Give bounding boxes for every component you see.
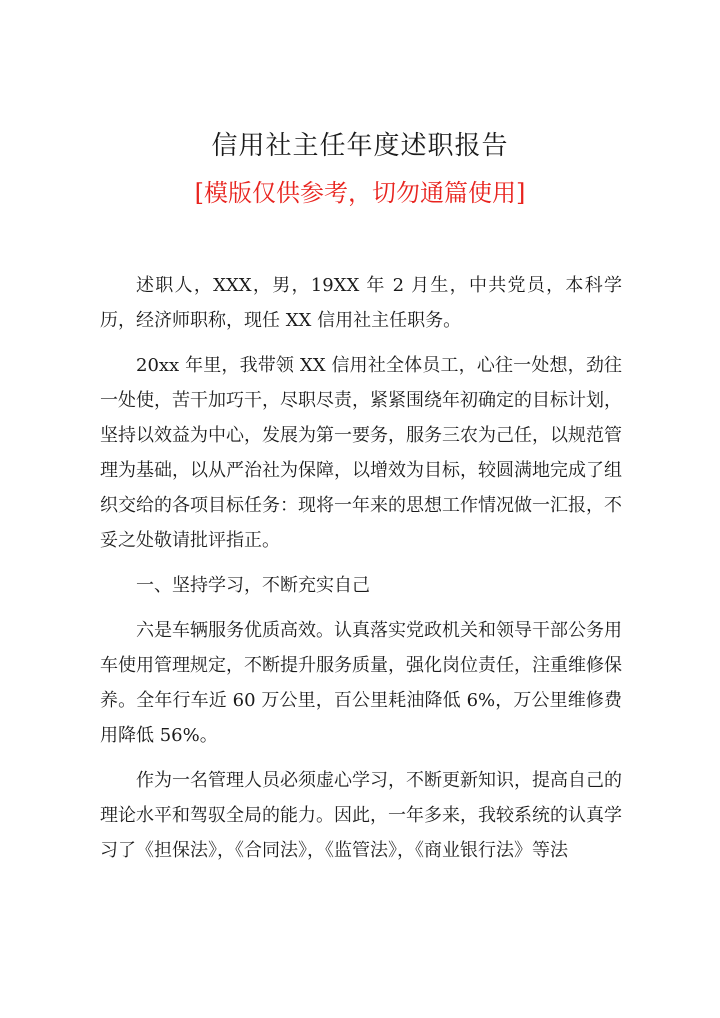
paragraph-intro: 述职人，XXX，男，19XX 年 2 月生，中共党员，本科学历，经济师职称，现任 XX 信用社主任职务。 — [100, 275, 622, 331]
paragraph-vehicle-service: 六是车辆服务优质高效。认真落实党政机关和领导干部公务用车使用管理规定，不断提升服务质量，强化岗位责任，注重维修保养。全年行车近 60 万公里，百公里耗油降低 6%，万公里维修费用降低 56%。 — [100, 620, 622, 746]
paragraph-study: 作为一名管理人员必须虚心学习，不断更新知识，提高自己的理论水平和驾驭全局的能力。因此，一年多来，我较系统的认真学习了《担保法》，《合同法》，《监管法》，《商业银行法》等法 — [100, 770, 622, 861]
document-title: 信用社主任年度述职报告 — [211, 131, 509, 161]
section-heading: 一、坚持学习，不断充实自己 — [136, 575, 370, 596]
template-disclaimer: [模版仅供参考，切勿通篇使用] — [194, 179, 526, 207]
document-body — [100, 268, 622, 878]
paragraph-summary: 20xx 年里，我带领 XX 信用社全体员工，心往一处想，劲往一处使，苦干加巧干，尽职尽责，紧紧围绕年初确定的目标计划，坚持以效益为中心，发展为第一要务，服务三农为己任，以规范管理为基础，以从严治社为保障，以增效为目标，较圆满地完成了组织交给的各项目标任务：现将一年来的思想工作情况做一汇报，不妥之处敬请批评指正。 — [100, 355, 622, 551]
